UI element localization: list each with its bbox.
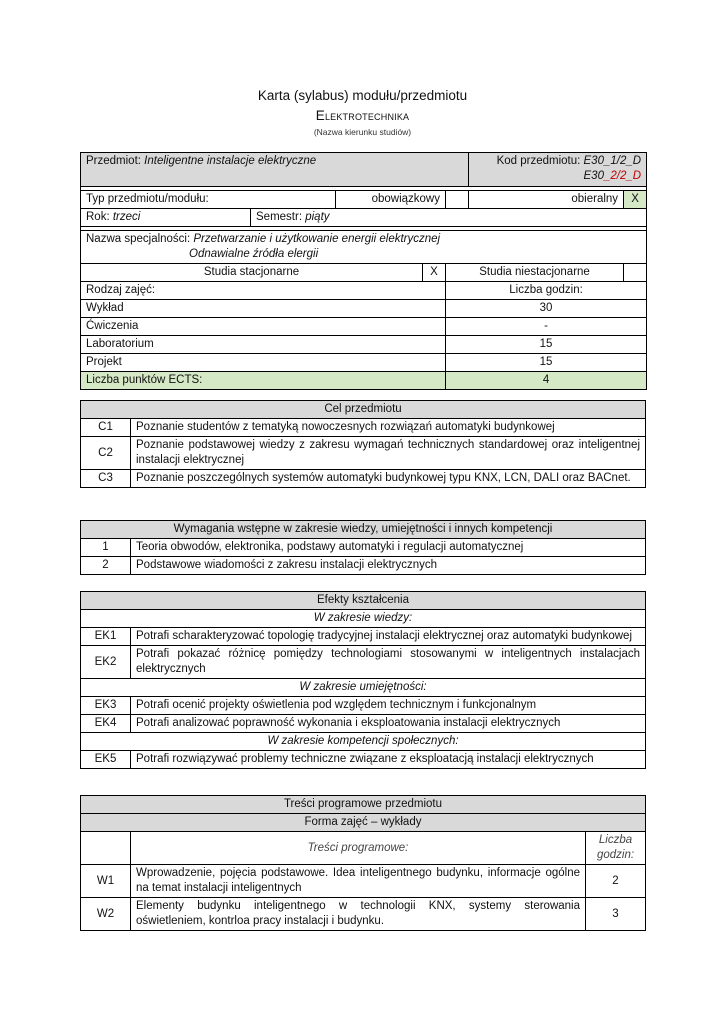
specialty-value-1: Przetwarzanie i użytkowanie energii elektrycznej — [193, 233, 441, 245]
curriculum-code-header — [81, 832, 131, 865]
specialty-value-2: Odnawialne źródła elergii — [189, 248, 319, 260]
type-obligatory-box — [446, 191, 469, 209]
subject-cell — [81, 153, 469, 187]
class-type-project: Projekt — [81, 354, 446, 372]
course-name-note: (Nazwa kierunku studiów) — [313, 127, 412, 137]
curriculum-table — [80, 795, 646, 931]
outcomes-title: Efekty kształcenia — [81, 592, 646, 610]
year-value: trzeci — [112, 211, 141, 223]
outcome-text: Potrafi pokazać różnicę pomiędzy technologiami stosowanymi w inteligentnych instalacjach elektrycznych — [131, 646, 646, 679]
curriculum-hours: 3 — [586, 898, 646, 931]
outcome-text: Potrafi scharakteryzować topologię tradycyjnej instalacji elektrycznej oraz automatyki budynkowej — [131, 628, 646, 646]
type-obligatory: obowiązkowy — [336, 191, 446, 209]
hours-project: 15 — [446, 354, 647, 372]
outcome-code: EK4 — [81, 715, 131, 733]
objectives-title: Cel przedmiotu — [81, 401, 646, 419]
class-type-header: Rodzaj zajęć: — [81, 282, 446, 300]
part-time-label: Studia niestacjonarne — [446, 264, 624, 282]
code-value-2b: _2/2_D — [603, 170, 642, 182]
type-elective-mark: X — [624, 191, 647, 209]
objective-text: Poznanie studentów z tematyką nowoczesnych rozwiązań automatyki budynkowej — [131, 419, 646, 437]
objective-code: C2 — [81, 437, 131, 470]
semester-label: Semestr: — [256, 211, 303, 223]
specialty-label: Nazwa specjalności: — [86, 233, 191, 245]
outcome-text: Potrafi rozwiązywać problemy techniczne związane z eksploatacją instalacji elektrycznych — [131, 751, 646, 769]
prerequisite-text: Podstawowe wiadomości z zakresu instalacji elektrycznych — [131, 557, 646, 575]
type-elective: obieralny — [469, 191, 624, 209]
objective-code: C1 — [81, 419, 131, 437]
hours-lab: 15 — [446, 336, 647, 354]
part-time-box — [624, 264, 647, 282]
curriculum-code: W2 — [81, 898, 131, 931]
outcome-text: Potrafi ocenić projekty oświetlenia pod względem technicznym i funkcjonalnym — [131, 697, 646, 715]
outcomes-competences-header: W zakresie kompetencji społecznych: — [81, 733, 646, 751]
curriculum-hours: 2 — [586, 865, 646, 898]
code-value-1: E30_1/2_D — [583, 155, 642, 167]
curriculum-text: Wprowadzenie, pojęcia podstawowe. Idea inteligentnego budynku, informacje ogólne na temat instalacji inteligentnych — [131, 865, 586, 898]
curriculum-text: Elementy budynku inteligentnego w technologii KNX, systemy sterowania oświetleniem, kontrloa pracy instalacji i budynku. — [131, 898, 586, 931]
outcome-code: EK3 — [81, 697, 131, 715]
outcome-text: Potrafi analizować poprawność wykonania i eksploatowania instalacji elektrycznych — [131, 715, 646, 733]
class-type-exercises: Ćwiczenia — [81, 318, 446, 336]
outcomes-knowledge-header: W zakresie wiedzy: — [81, 610, 646, 628]
hours-exercises: - — [446, 318, 647, 336]
curriculum-title: Treści programowe przedmiotu — [81, 796, 646, 814]
full-time-label: Studia stacjonarne — [81, 264, 423, 282]
prerequisites-title: Wymagania wstępne w zakresie wiedzy, umiejętności i innych kompetencji — [81, 521, 646, 539]
prerequisite-code: 1 — [81, 539, 131, 557]
prerequisites-table — [80, 520, 646, 575]
hours-lecture: 30 — [446, 300, 647, 318]
class-type-lab: Laboratorium — [81, 336, 446, 354]
year-label: Rok: — [86, 211, 110, 223]
specialty-cell — [81, 231, 647, 264]
objective-code: C3 — [81, 470, 131, 488]
outcomes-skills-header: W zakresie umiejętności: — [81, 679, 646, 697]
outcome-code: EK1 — [81, 628, 131, 646]
type-label: Typ przedmiotu/modułu: — [81, 191, 336, 209]
document-title: Karta (sylabus) modułu/przedmiotu — [257, 88, 468, 103]
learning-outcomes-table — [80, 591, 646, 769]
hours-header: Liczba godzin: — [446, 282, 647, 300]
code-label: Kod przedmiotu: — [496, 155, 581, 167]
semester-cell — [251, 209, 647, 227]
full-time-mark: X — [423, 264, 446, 282]
course-name: Elektrotechnika — [315, 108, 410, 123]
year-cell — [81, 209, 251, 227]
curriculum-content-header: Treści programowe: — [131, 832, 586, 865]
curriculum-form: Forma zajęć – wykłady — [81, 814, 646, 832]
objective-text: Poznanie podstawowej wiedzy z zakresu wymagań technicznych standardowej oraz inteligentnej instalacji elektrycznej — [131, 437, 646, 470]
course-info-table — [80, 152, 647, 390]
curriculum-code: W1 — [81, 865, 131, 898]
outcome-code: EK2 — [81, 646, 131, 679]
curriculum-hours-header-2: godzin: — [596, 849, 635, 861]
curriculum-hours-header-1: Liczba — [598, 834, 633, 846]
curriculum-hours-header — [586, 832, 646, 865]
semester-value: piąty — [305, 211, 330, 223]
subject-label: Przedmiot: — [86, 155, 141, 167]
prerequisite-text: Teoria obwodów, elektronika, podstawy automatyki i regulacji automatycznej — [131, 539, 646, 557]
prerequisite-code: 2 — [81, 557, 131, 575]
objective-text: Poznanie poszczególnych systemów automatyki budynkowej typu KNX, LCN, DALI oraz BACnet. — [131, 470, 646, 488]
subject-value: Inteligentne instalacje elektryczne — [144, 155, 317, 167]
code-cell — [469, 153, 647, 187]
code-value-2a: E30 — [583, 170, 604, 182]
class-type-lecture: Wykład — [81, 300, 446, 318]
ects-value: 4 — [446, 372, 647, 390]
ects-label: Liczba punktów ECTS: — [81, 372, 446, 390]
objectives-table — [80, 400, 646, 488]
outcome-code: EK5 — [81, 751, 131, 769]
